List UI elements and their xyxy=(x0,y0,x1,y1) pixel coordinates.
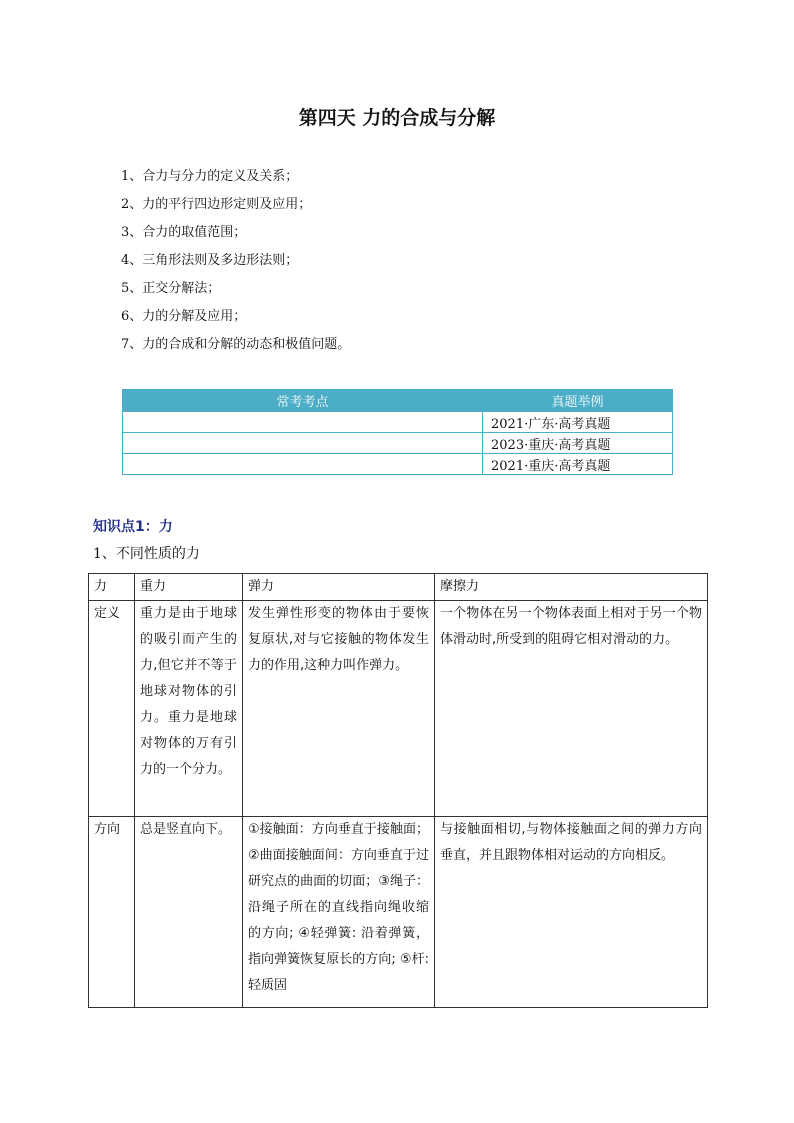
force-types-table xyxy=(88,573,708,1008)
exam-example-cell: 2021·重庆·高考真题 xyxy=(483,454,673,475)
exam-point-cell xyxy=(123,433,483,454)
gravity-cell: 重力是由于地球的吸引而产生的力,但它并不等于地球对物体的引力。重力是地球对物体的万有引力的一个分力。 xyxy=(135,601,243,817)
table-row xyxy=(89,601,708,817)
sub-heading: 1、不同性质的力 xyxy=(93,546,200,562)
exam-example-cell: 2021·广东·高考真题 xyxy=(483,412,673,433)
page-title: 第四天 力的合成与分解 xyxy=(298,107,496,129)
table-row xyxy=(123,412,673,433)
elastic-cell: ①接触面：方向垂直于接触面；②曲面接触面间：方向垂直于过研究点的曲面的切面；③绳子：沿绳子所在的直线指向绳收缩的方向; ④轻弹簧: 沿着弹簧，指向弹簧恢复原长的方向; ⑤杆: 轻质固 xyxy=(243,817,435,1008)
outline-item: 6、力的分解及应用； xyxy=(121,309,247,324)
outline-item: 1、合力与分力的定义及关系； xyxy=(121,169,299,184)
outline-item: 4、三角形法则及多边形法则； xyxy=(121,253,299,268)
outline-item: 5、正交分解法； xyxy=(121,281,221,296)
friction-cell: 与接触面相切,与物体接触面之间的弹力方向垂直，并且跟物体相对运动的方向相反。 xyxy=(435,817,708,1008)
exam-example-cell: 2023·重庆·高考真题 xyxy=(483,433,673,454)
exam-points-table xyxy=(122,389,673,475)
outline-item: 7、力的合成和分解的动态和极值问题。 xyxy=(121,337,351,352)
exam-point-cell xyxy=(123,412,483,433)
outline-item: 2、力的平行四边形定则及应用； xyxy=(121,197,312,212)
topic-outline xyxy=(121,163,350,359)
exam-header-examples: 真题举例 xyxy=(483,390,673,412)
table-row xyxy=(123,433,673,454)
exam-header-points: 常考考点 xyxy=(123,390,483,412)
gravity-cell: 总是竖直向下。 xyxy=(135,817,243,1008)
outline-item: 3、合力的取值范围； xyxy=(121,225,247,240)
header-elastic: 弹力 xyxy=(243,574,435,601)
table-row xyxy=(89,817,708,1008)
section-heading: 知识点1：力 xyxy=(93,519,173,535)
table-row xyxy=(123,454,673,475)
row-label: 定义 xyxy=(89,601,135,817)
header-friction: 摩擦力 xyxy=(435,574,708,601)
row-label: 方向 xyxy=(89,817,135,1008)
table-header-row xyxy=(89,574,708,601)
exam-point-cell xyxy=(123,454,483,475)
header-force: 力 xyxy=(89,574,135,601)
friction-cell: 一个物体在另一个物体表面上相对于另一个物体滑动时,所受到的阻碍它相对滑动的力。 xyxy=(435,601,708,817)
header-gravity: 重力 xyxy=(135,574,243,601)
elastic-cell: 发生弹性形变的物体由于要恢复原状,对与它接触的物体发生力的作用,这种力叫作弹力。 xyxy=(243,601,435,817)
